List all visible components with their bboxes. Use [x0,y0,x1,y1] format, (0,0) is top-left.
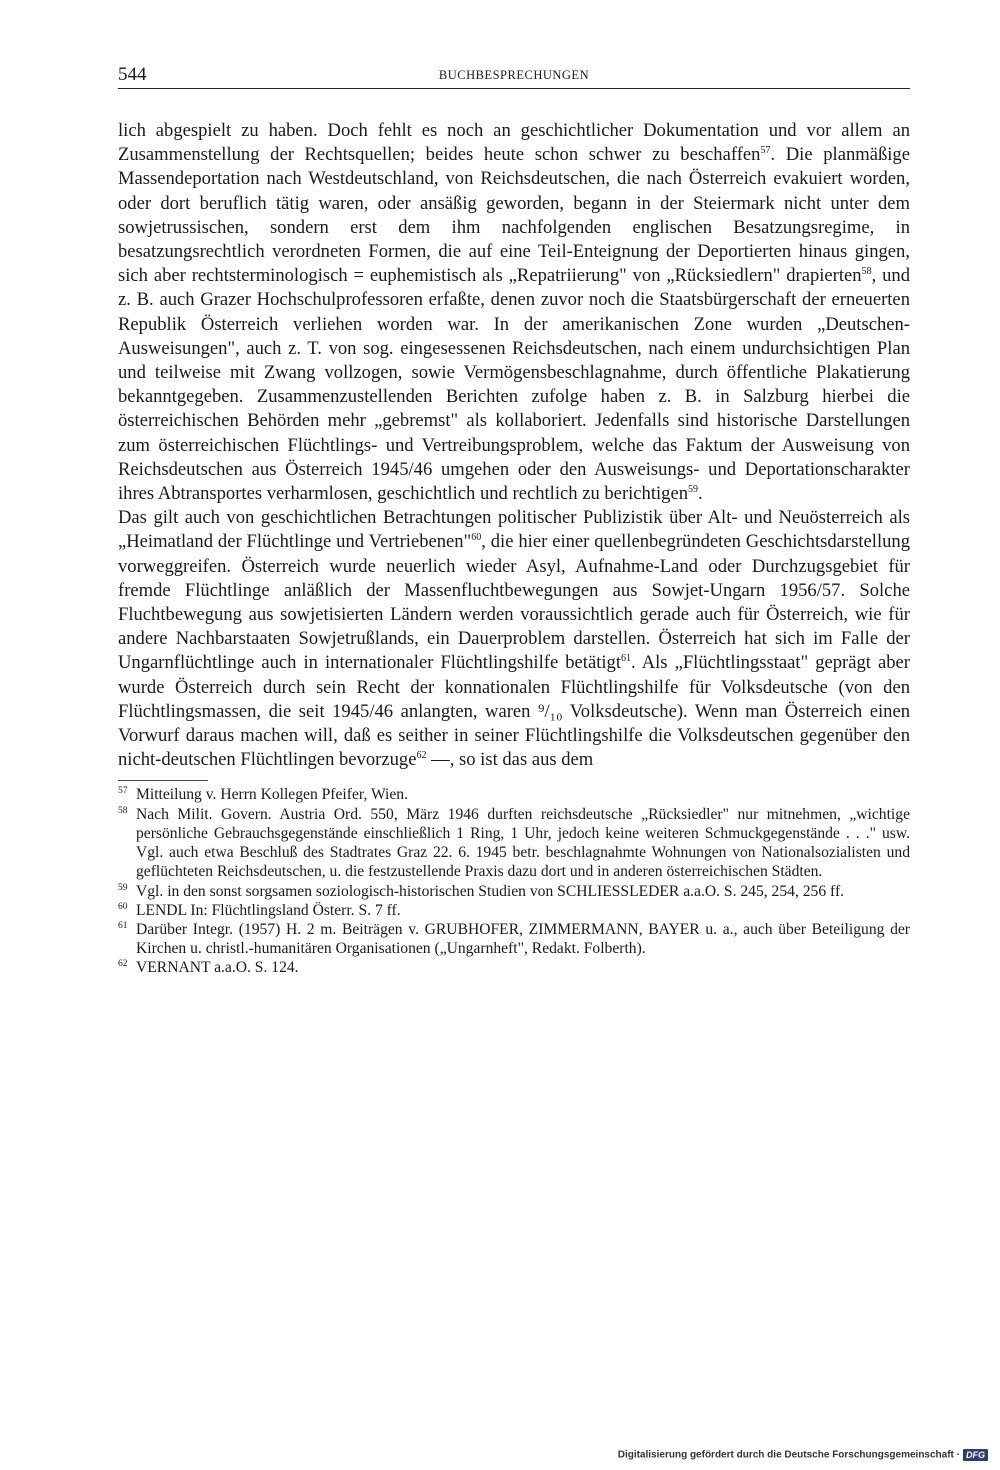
footnote-ref: 57 [760,145,771,157]
footnote-ref: 62 [416,750,427,762]
text-segment: Das gilt auch von geschichtlichen Betrachtungen politischer Publizistik über Alt- und Neuösterreich als „Heimatland der Flüchtlinge und Vertriebenen" [118,507,910,553]
credit-text: Digitalisierung gefördert durch die Deutsche Forschungsgemeinschaft · [617,1449,960,1461]
footnotes [118,785,910,977]
paragraph [118,119,910,506]
footnote-ref: 59 [688,484,699,496]
footnote: 62 VERNANT a.a.O. S. 124. [118,959,299,977]
dfg-logo: DFG [963,1449,988,1461]
footnote-text: Vgl. in den sonst sorgsamen soziologisch-historischen Studien von SCHLIESSLEDER a.a.O. S. 245, 254, 256 ff. [136,882,845,900]
text-segment: lich abgespielt zu haben. Doch fehlt es noch an geschichtlicher Dokumentation und vor allem an Zusammenstellung der Rechtsquellen; beides heute schon schwer zu beschaffen [118,120,910,166]
text-segment: , und z. B. auch Grazer Hochschulprofessoren erfaßte, denen zuvor noch die Staatsbürgerschaft der erneuerten Republik Österreich verliehen worden war. In der amerikanischen Zone wurden „Deutschen-Ausweisungen", auch z. T. von sog. eingesessenen Reichsdeutschen, nach einem undurchsichtigen Plan und teilweise mit Zwang vollzogen, sowie Vermögensbeschlagnahme, durch öffentliche Plakatierung bekanntgegeben. Zusammenzustellenden Berichten zufolge haben z. B. in Salzburg hierbei die österreichischen Behörden mehr „gebremst" als kollaboriert. Jedenfalls sind historische Darstellungen zum österreichischen Flüchtlings- und Vertreibungsproblem, welche das Faktum der Ausweisung von Reichsdeutschen aus Österreich 1945/46 umgehen oder den Ausweisungs- und Deportationscharakter ihres Abtransportes verharmlosen, geschichtlich und rechtlich zu berichtigen [118,265,910,505]
paragraph [118,506,910,772]
digitization-credit [618,1449,988,1461]
footnote: 58 Nach Milit. Govern. Austria Ord. 550, März 1946 durften reichsdeutsche „Rücksiedler" nur mitnehmen, „wichtige persönliche Gebrauchsgegenstände einschließlich 1 Ring, 1 Uhr, jedoch keine weiteren Schmuckgegenstände . . ." usw. Vgl. auch etwa Beschluß des Stadtrates Graz 22. 6. 1945 betr. beschlagnahmte Wohnungen von Nationalsozialisten und geflüchteten Reichsdeutschen, u. die festzustellende Praxis dazu dort und in anderen österreichischen Städten. [118,805,910,881]
text-segment: . Die planmäßige Massendeportation nach Westdeutschland, von Reichsdeutschen, die nach Österreich evakuiert worden, oder dort beruflich tätig waren, oder ansäßig geworden, begann in der Steiermark nicht unter dem sowjetrussischen, sondern erst dem ihm nachfolgenden englischen Besatzungsregime, in besatzungsrechtlich verordneten Formen, die auf eine Teil-Enteignung der Deportierten hinaus gingen, sich aber rechtsterminologisch = euphemistisch als „Repatriierung" von „Rücksiedlern" drapierten [118,144,910,287]
footnote-text: Nach Milit. Govern. Austria Ord. 550, März 1946 durften reichsdeutsche „Rücksiedler" nur mitnehmen, „wichtige persönliche Gebrauchsgegenstände einschließlich 1 Ring, 1 Uhr, jedoch keine weiteren Schmuckgegenstände . . ." usw. Vgl. auch etwa Beschluß des Stadtrates Graz 22. 6. 1945 betr. beschlagnahmte Wohnungen von Nationalsozialisten und geflüchteten Reichsdeutschen, u. die festzustellende Praxis dazu dort und in anderen österreichischen Städten. [136,805,910,881]
footnote-ref: 60 [471,532,482,544]
page-header [118,62,910,89]
document-page [118,62,910,978]
text-segment: —, so ist das aus dem [426,749,594,771]
footnote: 59 Vgl. in den sonst sorgsamen soziologisch-historischen Studien von SCHLIESSLEDER a.a.O. S. 245, 254, 256 ff. [118,882,845,900]
text-segment: . [698,483,703,505]
footnote-divider [118,780,208,781]
footnote-ref: 58 [861,266,872,278]
footnote: 61 Darüber Integr. (1957) H. 2 m. Beiträgen v. GRUBHOFER, ZIMMERMANN, BAYER u. a., auch über Beteiligung der Kirchen u. christl.-humanitären Organisationen („Ungarnheft", Redakt. Folberth). [118,920,910,958]
footnote-text: LENDL In: Flüchtlingsland Österr. S. 7 ff. [136,901,401,919]
footnote-ref: 61 [621,653,632,665]
text-segment: . Als „Flüchtlingsstaat" geprägt aber wurde Österreich durch sein Recht der konnationalen Flüchtlingshilfe für Volksdeutsche (von den Flüchtlingsmassen, die seit 1945/46 anlangten, waren ⁹/₁₀ Volksdeutsche). Wenn man Österreich einen Vorwurf daraus machen will, daß es seither in seiner Flüchtlingshilfe die Volksdeutschen gegenüber den nicht-deutschen Flüchtlingen bevorzuge [118,652,910,771]
footnote: 57 Mitteilung v. Herrn Kollegen Pfeifer, Wien. [118,786,408,804]
body-text [118,119,910,772]
footnote: 60 LENDL In: Flüchtlingsland Österr. S. 7 ff. [118,901,401,919]
page-number: 544 [118,64,147,85]
footnote-text: VERNANT a.a.O. S. 124. [136,959,299,977]
footnote-text: Darüber Integr. (1957) H. 2 m. Beiträgen v. GRUBHOFER, ZIMMERMANN, BAYER u. a., auch über Beteiligung der Kirchen u. christl.-humanitären Organisationen („Ungarnheft", Redakt. Folberth). [136,920,910,958]
footnote-text: Mitteilung v. Herrn Kollegen Pfeifer, Wien. [136,786,408,804]
running-title: BUCHBESPRECHUNGEN [438,68,590,82]
text-segment: , die hier einer quellenbegründeten Geschichtsdarstellung vorweggreifen. Österreich wurde neuerlich wieder Asyl, Aufnahme-Land oder Durchzugsgebiet für fremde Flüchtlinge anläßlich der Massenfluchtbewegungen aus Sowjet-Ungarn 1956/57. Solche Fluchtbewegung aus sowjetisierten Ländern werden voraussichtlich gerade auch für Österreich, wie für andere Nachbarstaaten Sowjetrußlands, ein Dauerproblem darstellen. Österreich hat sich im Falle der Ungarnflüchtlinge auch in internationaler Flüchtlingshilfe betätigt [118,531,910,674]
